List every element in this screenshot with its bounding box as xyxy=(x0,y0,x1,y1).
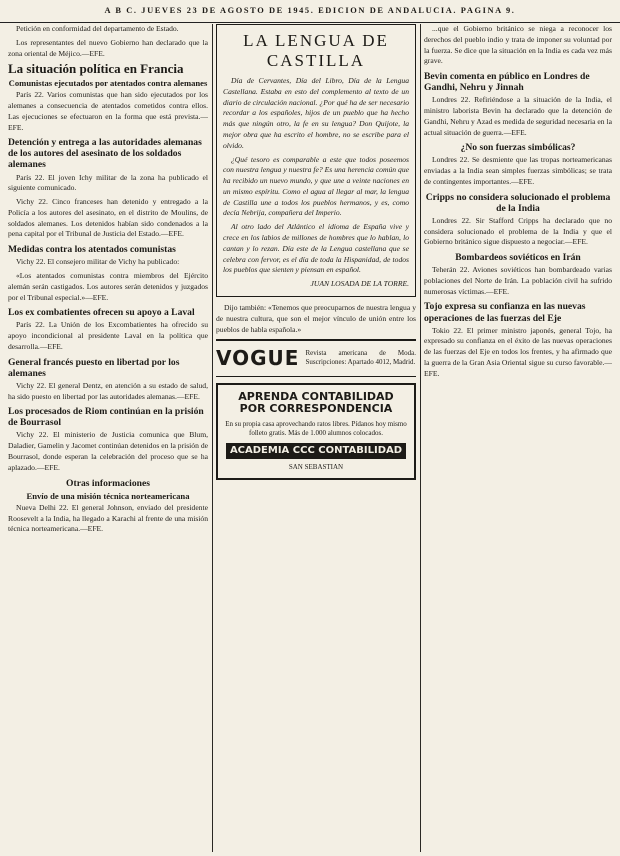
paragraph: Al otro lado del Atlántico el idioma de España vive y crece en los labios de millones de hombres que lo hablan, lo cantan y lo rezan. Día este de la Lengua castellana que se celebra con fervor, es el día de toda la Hispanidad, de todos los pueblos que sienten y piensan en español. xyxy=(223,222,409,275)
paragraph: Petición en conformidad del departamento de Estado. xyxy=(16,24,179,33)
paragraph: Vichy 22. El ministerio de Justicia comunica que Blum, Daladier, Gamelin y Jacomet continúan detenidos en la prisión de Bourrasol, donde esperan la celebración del proceso que se ha aplazado.—EFE. xyxy=(8,430,208,472)
column-left xyxy=(8,24,208,852)
paragraph: Londres 22. Sir Stafford Cripps ha declarado que no considera solucionado el problema de la India y que el Gobierno británico sigue dispuesto a negociar.—EFE. xyxy=(424,215,612,247)
headline-cripps: Cripps no considera solucionado el problema de la India xyxy=(425,191,611,214)
paragraph: Vichy 22. Cinco franceses han detenido y entregado a la Policía a los autores del asesinato, en el distrito de Moulins, de soldados alemanes. Los detenidos habían sido condenados a la pena capital por el Tribunal de Justicia del Estado.—EFE. xyxy=(8,197,208,239)
headline-detencion: Detención y entrega a las autoridades alemanas de los autores del asesinato de los soldados alemanes xyxy=(8,137,202,171)
headline-riom: Los procesados de Riom continúan en la prisión de Bourrasol xyxy=(8,406,204,429)
paragraph: París 22. El joven Ichy militar de la zona ha publicado el siguiente comunicado. xyxy=(8,172,208,193)
paragraph: Tokio 22. El primer ministro japonés, general Tojo, ha expresado su confianza en el éxito de las nuevas operaciones de las fuerzas del Eje en todos los frentes, y ha afirmado que la guerra de la Gran Asia Oriental sigue su curso favorable.—EFE. xyxy=(424,325,612,378)
vogue-ad xyxy=(216,339,416,376)
headline-general: General francés puesto en libertad por los alemanes xyxy=(8,356,180,379)
headline-francia: La situación política en Francia xyxy=(8,61,184,77)
article-signature: JUAN LOSADA DE LA TORRE. xyxy=(310,279,409,289)
ad-city: SAN SEBASTIAN xyxy=(288,463,344,472)
paragraph: Día de Cervantes, Día del Libro, Día de la Lengua Castellana. Estaba en esto del complemento al texto de un diario de circulación nacional. ¿Por qué ha de ser necesario recordar a los españoles, hijos de un pueblo que ha hecho más que ningún otro, la fe en su lengua? Don Quijote, la mejor obra que ha escrito el hombre, no se escribe para el olvido. xyxy=(223,76,409,150)
headline-bevin: Bevin comenta en público en Londres de Gandhi, Nehru y Jinnah xyxy=(424,71,590,94)
article-box-lengua xyxy=(216,24,416,297)
column-divider xyxy=(420,24,421,852)
headline-otras: Otras informaciones xyxy=(66,477,150,489)
headline-excombatientes: Los ex combatientes ofrecen su apoyo a Laval xyxy=(8,307,195,319)
paragraph: Teherán 22. Aviones soviéticos han bombardeado varias poblaciones del Norte de Irán. La población civil ha sufrido numerosas víctimas.—EFE. xyxy=(424,265,612,296)
headline-sovieticos: Bombardeos soviéticos en Irán xyxy=(455,252,581,264)
paragraph: ¿Qué tesoro es comparable a este que todos poseemos con nuestra lengua y nuestra fe? Es una herencia común que ha recibido un nuevo mundo, y que une a veinte naciones en un mismo espíritu. Como el agua al llegar al mar, la lengua de Castilla une a todos los pueblos hermanos, y es, como decía Nebrija, compañera del Imperio. xyxy=(223,154,409,218)
column-divider xyxy=(212,24,213,852)
ad-brand: ACADEMIA CCC CONTABILIDAD xyxy=(226,443,406,459)
column-right xyxy=(424,24,612,852)
vogue-text: Revista americana de Moda. Suscripciones: Apartado 4012, Madrid. xyxy=(305,349,416,367)
paragraph: Vichy 22. El consejero militar de Vichy ha publicado: xyxy=(16,257,180,267)
headline-medidas: Medidas contra los atentados comunistas xyxy=(8,244,176,256)
ad-line: POR CORRESPONDENCIA xyxy=(239,402,393,416)
column-center xyxy=(216,24,416,852)
contabilidad-ad xyxy=(216,383,416,481)
paragraph: ...que el Gobierno británico se niega a reconocer los derechos del pueblo indio y trata de imponer su voluntad por la fuerza. Se dice que la situación en la India es cada vez más grave. xyxy=(424,24,612,66)
paragraph: Dijo también: «Tenemos que preocuparnos de nuestra lengua y de nuestra cultura, que son el mejor vínculo de unión entre los pueblos de habla española.» xyxy=(216,302,416,334)
subheadline-francia: Comunistas ejecutados por atentados contra alemanes xyxy=(8,77,208,88)
paragraph: «Los atentados comunistas contra miembros del Ejército alemán serán castigados. Los autores serán detenidos y juzgados por el Tribunal especial.»—EFE. xyxy=(8,271,208,302)
article-title: LA LENGUA DE CASTILLA xyxy=(243,31,389,70)
paragraph: París 22. La Unión de los Excombatientes ha ofrecido su apoyo incondicional al presidente Laval en la política que desarrolla.—EFE. xyxy=(8,320,208,351)
page-header: A B C. JUEVES 23 DE AGOSTO DE 1945. EDICION DE ANDALUCIA. PAGINA 9. xyxy=(0,0,620,23)
paragraph: París 22. Varios comunistas que han sido ejecutados por los alemanes a consecuencia de atentados cometidos contra ellos. Las ejecuciones se efectuaron en la forma que está prevista.—EFE. xyxy=(8,90,208,132)
ad-line: APRENDA CONTABILIDAD xyxy=(238,389,394,403)
ad-body: En su propia casa aprovechando ratos libres. Pídanos hoy mismo folleto gratis. Más de 1.000 alumnos colocados. xyxy=(225,419,407,438)
subheadline-otras: Envío de una misión técnica norteamericana xyxy=(26,490,190,501)
headline-tojo: Tojo expresa su confianza en las nuevas operaciones de las fuerzas del Eje xyxy=(424,301,586,324)
paragraph: Los representantes del nuevo Gobierno han declarado que la zona oriental de Méjico.—EFE. xyxy=(8,37,208,58)
paragraph: Londres 22. Refiriéndose a la situación de la India, el ministro laborista Bevin ha declarado que la detención de Gandhi, Nehru y Azad es medida de seguridad necesaria en la actual situación de guerra.—EFE. xyxy=(424,95,612,137)
vogue-logo: VOGUE xyxy=(216,346,300,371)
headline-fuerzas: ¿No son fuerzas simbólicas? xyxy=(460,142,576,154)
paragraph: Vichy 22. El general Dentz, en atención a su estado de salud, ha sido puesto en libertad por las autoridades alemanas.—EFE. xyxy=(8,380,208,401)
paragraph: Londres 22. Se desmiente que las tropas norteamericanas enviadas a la India sean simples fuerzas simbólicas; se trata de contingentes importantes.—EFE. xyxy=(424,155,612,186)
paragraph: Nueva Delhi 22. El general Johnson, enviado del presidente Roosevelt a la India, ha llegado a Karachi al frente de una misión técnica norteamericana.—EFE. xyxy=(8,502,208,534)
